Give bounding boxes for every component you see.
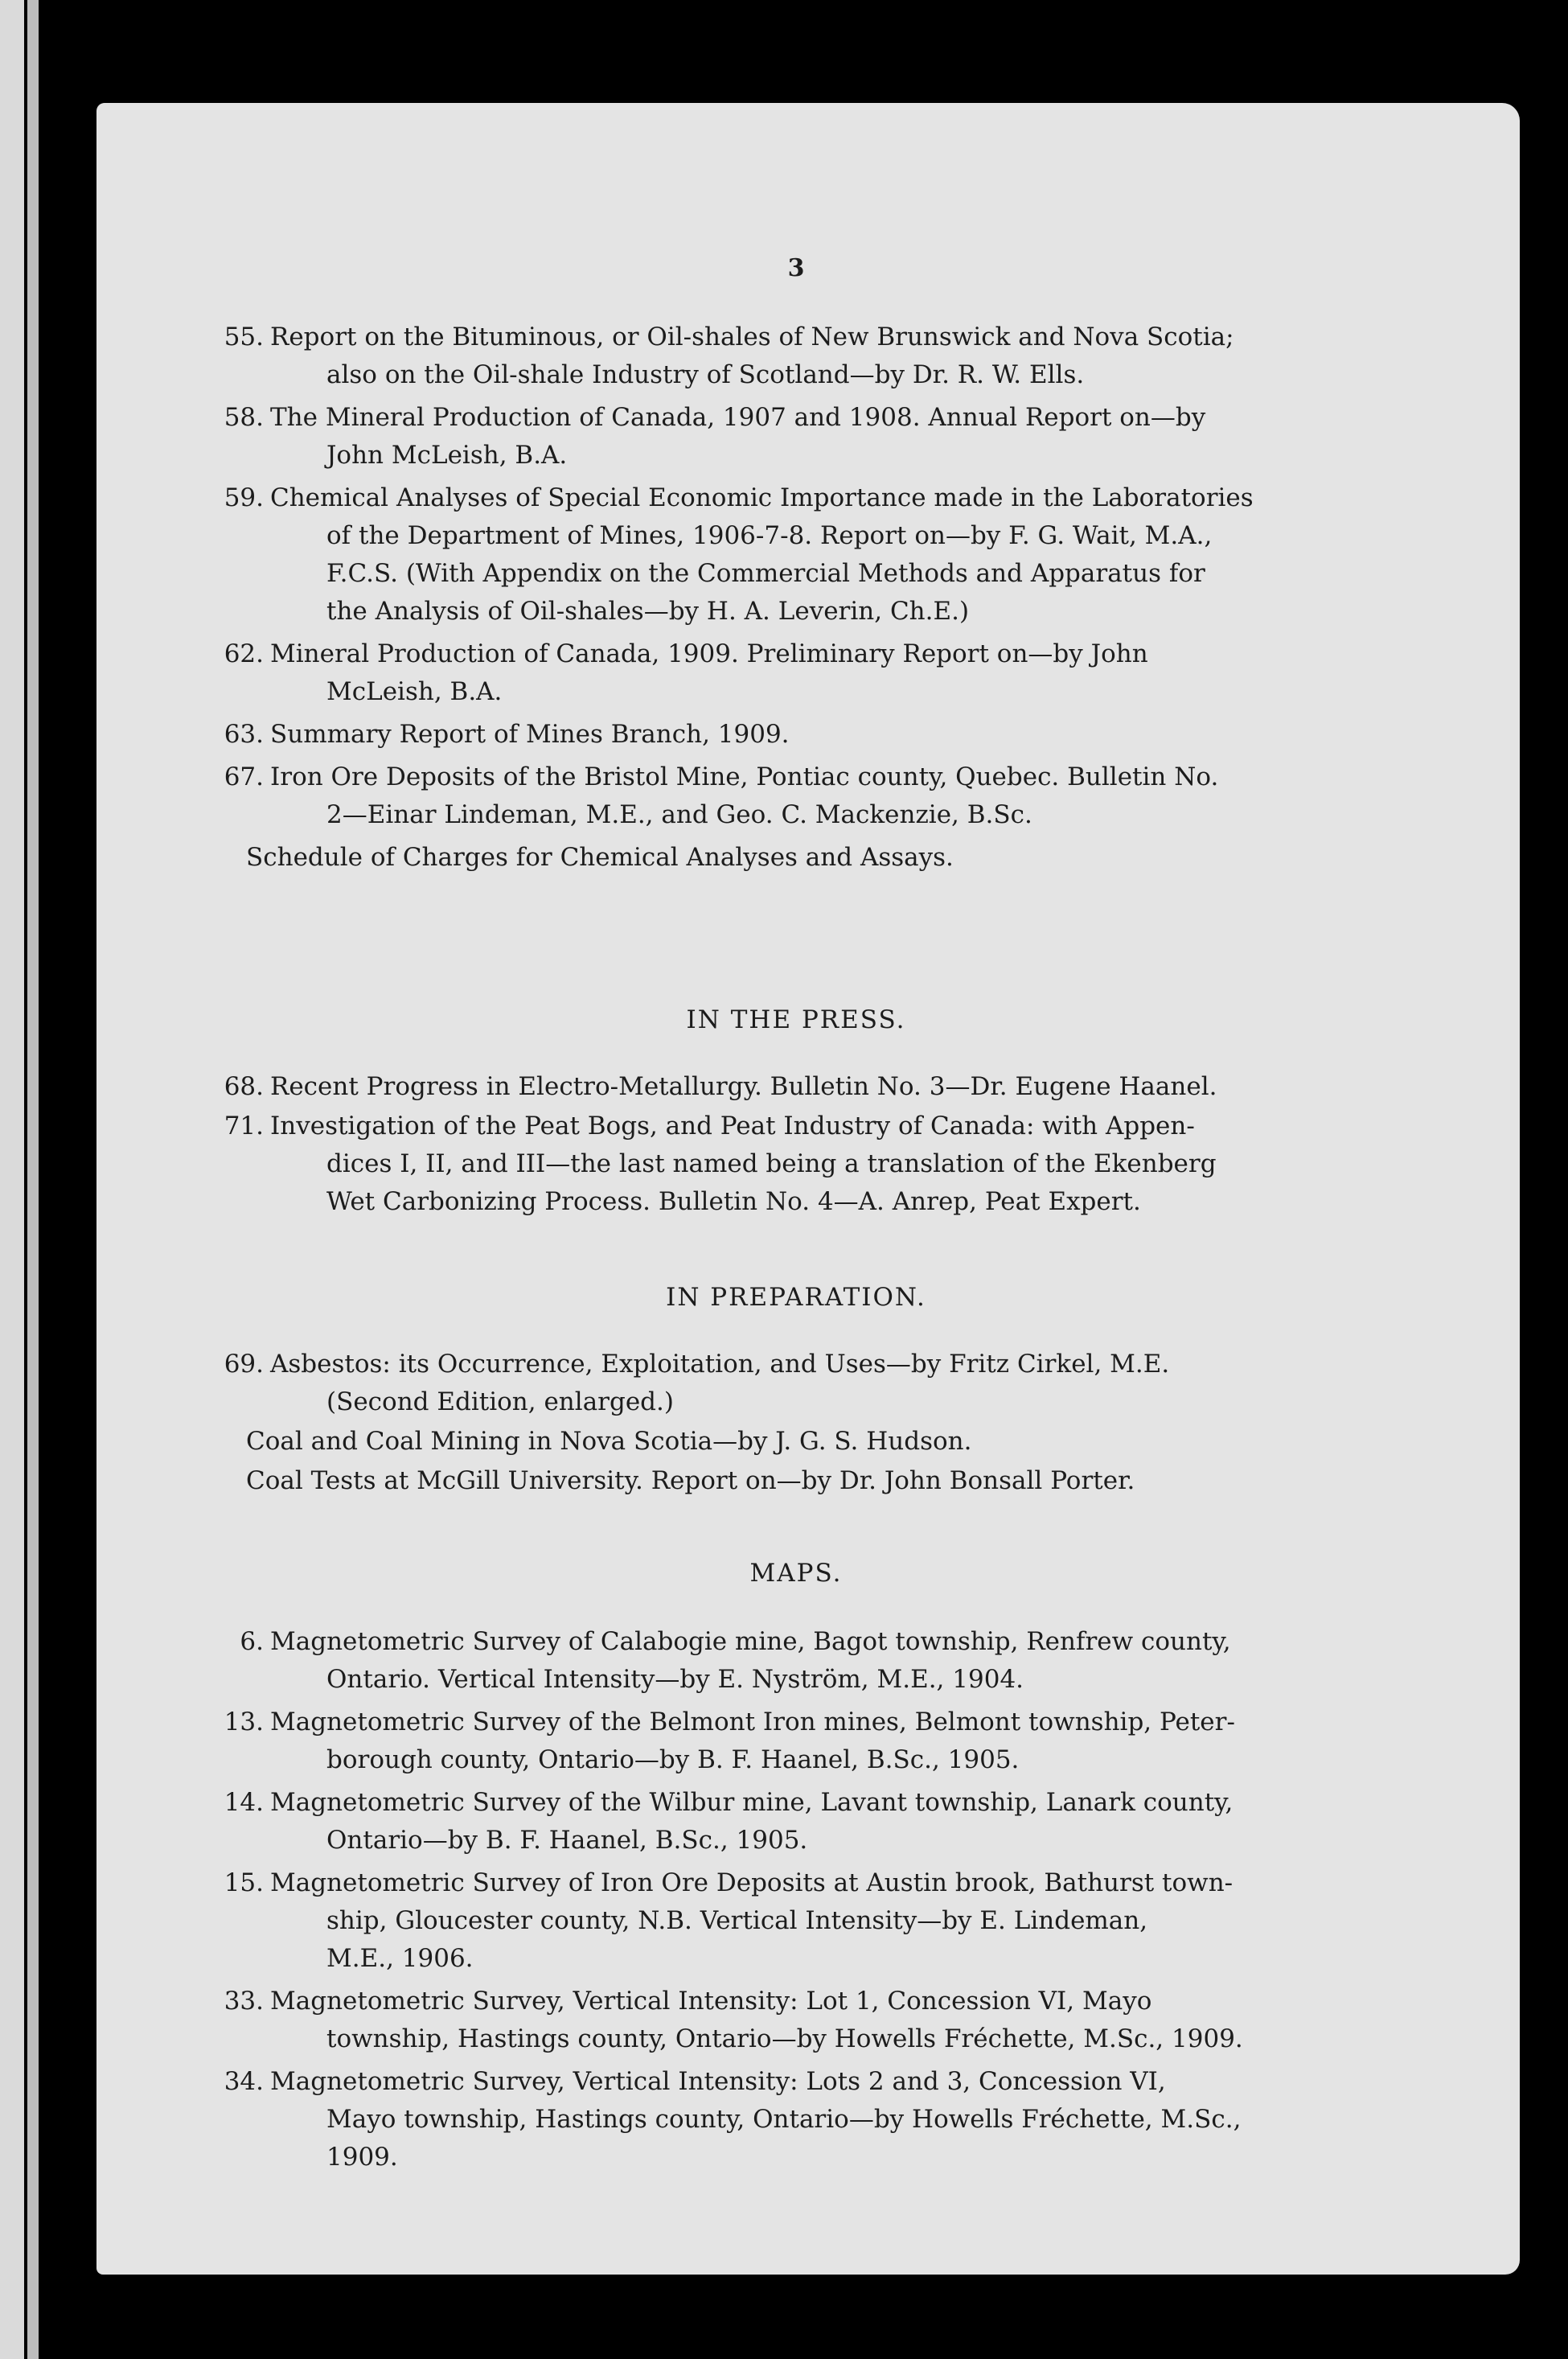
entry-line: Coal and Coal Mining in Nova Scotia—by J. G. S. Hudson. bbox=[246, 1427, 972, 1456]
entry-line: 1909. bbox=[326, 2143, 398, 2172]
entry-number: 68. bbox=[224, 1072, 264, 1101]
entry-line: Schedule of Charges for Chemical Analyses and Assays. bbox=[246, 843, 954, 872]
entry-number: 59. bbox=[224, 483, 264, 512]
entry-text bbox=[246, 1423, 1335, 1461]
entry-text bbox=[270, 635, 1335, 711]
section-heading-in-preparation: IN PREPARATION. bbox=[666, 1283, 926, 1312]
left-page-edge bbox=[0, 0, 24, 2359]
entry-text bbox=[270, 716, 1335, 754]
entry-line: 2—Einar Lindeman, M.E., and Geo. C. Mackenzie, B.Sc. bbox=[326, 800, 1032, 829]
entry-line: Investigation of the Peat Bogs, and Peat Industry of Canada: with Appen- bbox=[270, 1112, 1195, 1140]
entry-number: 63. bbox=[224, 720, 264, 749]
entry-line: Ontario—by B. F. Haanel, B.Sc., 1905. bbox=[326, 1826, 808, 1855]
entry-text bbox=[270, 399, 1335, 475]
list-item bbox=[217, 758, 1335, 834]
list-item bbox=[217, 1068, 1335, 1106]
entry-number: 69. bbox=[224, 1350, 264, 1379]
list-item bbox=[217, 635, 1335, 711]
list-item bbox=[217, 1864, 1335, 1978]
entry-line: Magnetometric Survey of the Belmont Iron mines, Belmont township, Peter- bbox=[270, 1708, 1235, 1736]
entry-line: M.E., 1906. bbox=[326, 1944, 474, 1973]
entry-line: township, Hastings county, Ontario—by Howells Fréchette, M.Sc., 1909. bbox=[326, 2024, 1243, 2053]
entry-line: Iron Ore Deposits of the Bristol Mine, Pontiac county, Quebec. Bulletin No. bbox=[270, 762, 1219, 791]
list-item bbox=[217, 1623, 1335, 1699]
entry-number: 13. bbox=[224, 1708, 264, 1736]
section-heading-maps: MAPS. bbox=[749, 1559, 843, 1588]
entry-line: Asbestos: its Occurrence, Exploitation, and Uses—by Fritz Cirkel, M.E. bbox=[270, 1350, 1170, 1379]
list-item bbox=[217, 319, 1335, 394]
entry-line: Recent Progress in Electro-Metallurgy. Bulletin No. 3—Dr. Eugene Haanel. bbox=[270, 1072, 1217, 1101]
entry-number: 15. bbox=[224, 1868, 264, 1897]
entry-number: 62. bbox=[224, 639, 264, 668]
entry-number: 6. bbox=[240, 1627, 264, 1656]
entry-line: Magnetometric Survey, Vertical Intensity: Lot 1, Concession VI, Mayo bbox=[270, 1987, 1152, 2016]
list-item bbox=[217, 1108, 1335, 1221]
list-item bbox=[217, 1703, 1335, 1779]
entry-line: Wet Carbonizing Process. Bulletin No. 4—A. Anrep, Peat Expert. bbox=[326, 1187, 1141, 1216]
entry-text bbox=[270, 1864, 1335, 1978]
list-item bbox=[217, 399, 1335, 475]
entry-text bbox=[270, 1623, 1335, 1699]
list-item bbox=[217, 839, 1335, 877]
entry-text bbox=[270, 1983, 1335, 2058]
entry-line: the Analysis of Oil-shales—by H. A. Leverin, Ch.E.) bbox=[326, 597, 970, 626]
list-item bbox=[217, 1423, 1335, 1461]
left-page-shadow bbox=[27, 0, 39, 2359]
entry-line: Chemical Analyses of Special Economic Importance made in the Laboratories bbox=[270, 483, 1254, 512]
entry-line: ship, Gloucester county, N.B. Vertical Intensity—by E. Lindeman, bbox=[326, 1906, 1148, 1935]
entry-line: Summary Report of Mines Branch, 1909. bbox=[270, 720, 790, 749]
entry-text bbox=[270, 1068, 1335, 1106]
entry-line: (Second Edition, enlarged.) bbox=[326, 1387, 674, 1416]
entry-number: 14. bbox=[224, 1788, 264, 1817]
entry-number: 33. bbox=[224, 1987, 264, 2016]
entry-text bbox=[270, 1346, 1335, 1421]
list-item bbox=[217, 1346, 1335, 1421]
entry-number: 58. bbox=[224, 403, 264, 432]
document-page bbox=[96, 103, 1520, 2275]
entry-line: John McLeish, B.A. bbox=[326, 441, 568, 470]
entry-line: Magnetometric Survey, Vertical Intensity: Lots 2 and 3, Concession VI, bbox=[270, 2067, 1166, 2096]
list-item bbox=[217, 1784, 1335, 1860]
entry-line: Magnetometric Survey of Iron Ore Deposits at Austin brook, Bathurst town- bbox=[270, 1868, 1233, 1897]
entry-line: Magnetometric Survey of the Wilbur mine, Lavant township, Lanark county, bbox=[270, 1788, 1233, 1817]
page-number: 3 bbox=[787, 254, 805, 282]
entry-number: 67. bbox=[224, 762, 264, 791]
entry-line: Mayo township, Hastings county, Ontario—by Howells Fréchette, M.Sc., bbox=[326, 2105, 1242, 2134]
entry-line: Coal Tests at McGill University. Report on—by Dr. John Bonsall Porter. bbox=[246, 1466, 1135, 1495]
entry-text bbox=[246, 1462, 1335, 1500]
section-heading-in-the-press: IN THE PRESS. bbox=[686, 1005, 906, 1034]
entry-line: Ontario. Vertical Intensity—by E. Nyström, M.E., 1904. bbox=[326, 1665, 1024, 1694]
entry-line: of the Department of Mines, 1906-7-8. Report on—by F. G. Wait, M.A., bbox=[326, 521, 1213, 550]
entry-text bbox=[270, 319, 1335, 394]
list-item bbox=[217, 716, 1335, 754]
entry-line: also on the Oil-shale Industry of Scotland—by Dr. R. W. Ells. bbox=[326, 360, 1085, 389]
entry-text bbox=[270, 1784, 1335, 1860]
entry-line: F.C.S. (With Appendix on the Commercial Methods and Apparatus for bbox=[326, 559, 1205, 588]
list-item bbox=[217, 1462, 1335, 1500]
entry-line: Mineral Production of Canada, 1909. Preliminary Report on—by John bbox=[270, 639, 1148, 668]
entry-text bbox=[270, 2063, 1335, 2176]
entry-text bbox=[270, 479, 1335, 631]
entry-line: dices I, II, and III—the last named being a translation of the Ekenberg bbox=[326, 1149, 1217, 1178]
entry-text bbox=[270, 1108, 1335, 1221]
entry-number: 55. bbox=[224, 323, 264, 351]
entry-line: Magnetometric Survey of Calabogie mine, Bagot township, Renfrew county, bbox=[270, 1627, 1231, 1656]
entry-text bbox=[246, 839, 1335, 877]
entry-line: Report on the Bituminous, or Oil-shales of New Brunswick and Nova Scotia; bbox=[270, 323, 1234, 351]
entry-number: 34. bbox=[224, 2067, 264, 2096]
entry-number: 71. bbox=[224, 1112, 264, 1140]
list-item bbox=[217, 2063, 1335, 2176]
entry-line: borough county, Ontario—by B. F. Haanel, B.Sc., 1905. bbox=[326, 1745, 1020, 1774]
entry-line: McLeish, B.A. bbox=[326, 677, 503, 706]
entry-line: The Mineral Production of Canada, 1907 and 1908. Annual Report on—by bbox=[270, 403, 1206, 432]
entry-text bbox=[270, 1703, 1335, 1779]
list-item bbox=[217, 479, 1335, 631]
list-item bbox=[217, 1983, 1335, 2058]
entry-text bbox=[270, 758, 1335, 834]
